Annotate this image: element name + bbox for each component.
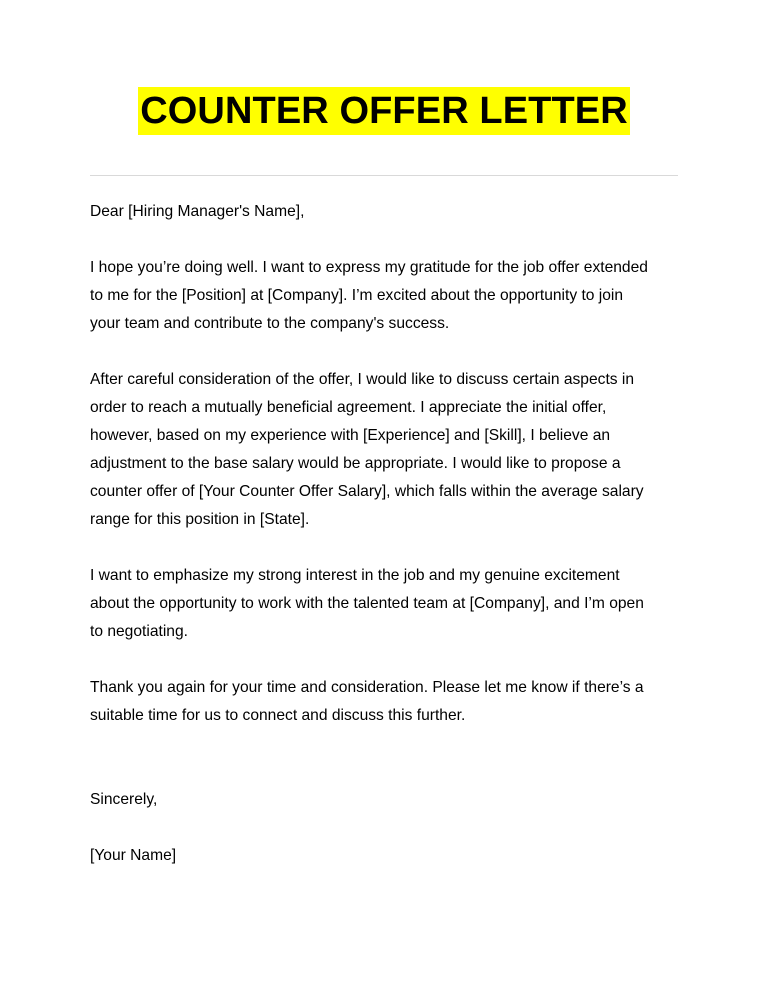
- paragraph-line: to me for the [Position] at [Company]. I’m excited about the opportunity to join: [90, 287, 624, 304]
- paragraph-line: I hope you’re doing well. I want to express my gratitude for the job offer extended: [90, 259, 648, 276]
- paragraph-line: suitable time for us to connect and discuss this further.: [90, 707, 466, 724]
- paragraph-line: I want to emphasize my strong interest in the job and my genuine excitement: [90, 567, 620, 584]
- closing: Sincerely,: [90, 791, 158, 808]
- paragraph-line: After careful consideration of the offer, I would like to discuss certain aspects in: [90, 371, 635, 388]
- paragraph-line: Thank you again for your time and consideration. Please let me know if there’s a: [90, 679, 644, 696]
- title-container: [0, 87, 768, 135]
- paragraph-interest: [90, 562, 690, 646]
- paragraph-line: adjustment to the base salary would be appropriate. I would like to propose a: [90, 455, 621, 472]
- paragraph-line: to negotiating.: [90, 623, 188, 640]
- paragraph-thanks: [90, 674, 690, 730]
- paragraph-line: range for this position in [State].: [90, 511, 310, 528]
- paragraph-line: counter offer of [Your Counter Offer Salary], which falls within the average salary: [90, 483, 644, 500]
- salutation: Dear [Hiring Manager's Name],: [90, 203, 305, 220]
- paragraph-line: order to reach a mutually beneficial agreement. I appreciate the initial offer,: [90, 399, 607, 416]
- letter-body: [90, 198, 690, 870]
- paragraph-gratitude: [90, 254, 690, 338]
- paragraph-counter-offer: [90, 366, 690, 534]
- paragraph-line: your team and contribute to the company's success.: [90, 315, 450, 332]
- paragraph-line: however, based on my experience with [Experience] and [Skill], I believe an: [90, 427, 611, 444]
- signature: [Your Name]: [90, 847, 177, 864]
- paragraph-line: about the opportunity to work with the talented team at [Company], and I’m open: [90, 595, 644, 612]
- title-divider: [90, 175, 678, 176]
- page-title: COUNTER OFFER LETTER: [138, 87, 630, 135]
